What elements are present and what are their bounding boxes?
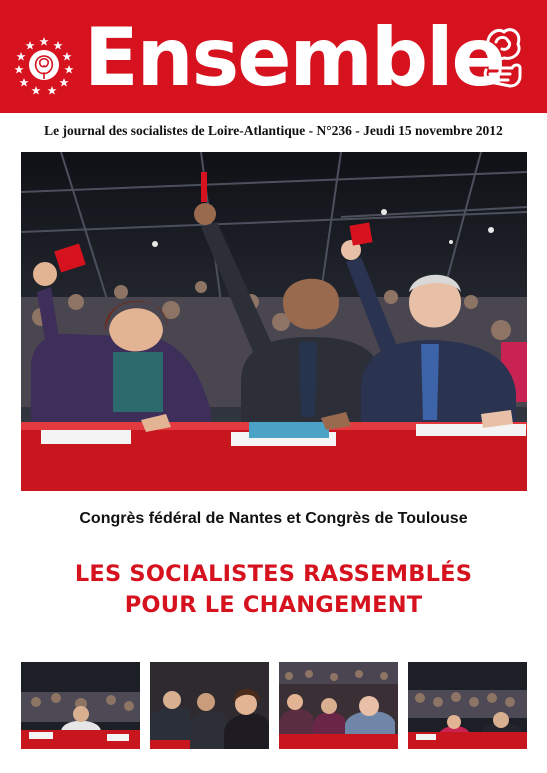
issue-info: Le journal des socialistes de Loire-Atlantique - N°236 - Jeudi 15 novembre 2012 xyxy=(44,123,503,138)
congress-delegates-photo-1 xyxy=(21,662,140,749)
congress-delegates-photo-3 xyxy=(279,662,398,749)
headline-line-2: POUR LE CHANGEMENT xyxy=(124,592,423,618)
eu-stars-rose-icon xyxy=(14,35,74,95)
thumbnail-photo-4 xyxy=(408,662,527,749)
masthead-title: Ensemble xyxy=(84,11,504,104)
thumbnail-photo-1 xyxy=(21,662,140,749)
thumbnail-photo-2 xyxy=(150,662,269,749)
headline-line-1: LES SOCIALISTES RASSEMBLÉS xyxy=(74,561,473,587)
hero-photo xyxy=(21,152,527,491)
article-kicker: Congrès fédéral de Nantes et Congrès de Toulouse xyxy=(79,510,468,527)
congress-delegates-raising-voting-cards-photo xyxy=(21,152,527,491)
thumbnail-photo-3 xyxy=(279,662,398,749)
congress-delegates-photo-4 xyxy=(408,662,527,749)
main-headline xyxy=(0,559,547,621)
masthead xyxy=(0,0,547,113)
congress-delegates-photo-2 xyxy=(150,662,269,749)
fist-rose-icon xyxy=(476,24,528,92)
